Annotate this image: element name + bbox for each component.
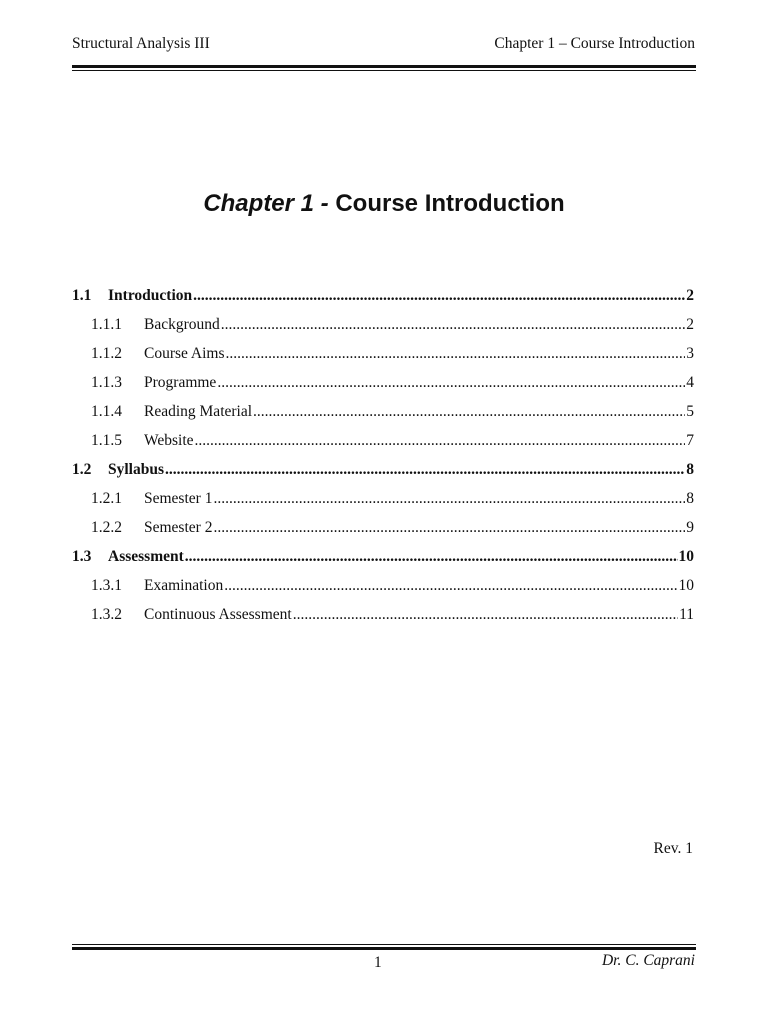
- header-rule-thick: [72, 65, 696, 68]
- toc-entry-page: 8: [686, 490, 694, 507]
- toc-entry-number: 1.3.2: [91, 606, 122, 623]
- toc-entry-title: Programme: [144, 374, 217, 391]
- toc-entry-title: Course Aims: [144, 345, 225, 362]
- toc-entry-number: 1.3: [72, 548, 92, 565]
- toc-entry-title: Examination: [144, 577, 224, 594]
- toc-entry-title: Continuous Assessment: [144, 606, 292, 623]
- toc-entry-page: 2: [686, 316, 694, 333]
- toc-entry-title: Introduction: [108, 287, 193, 304]
- toc-entry-number: 1.1.1: [91, 316, 122, 333]
- toc-entry-page: 8: [686, 461, 694, 478]
- toc-leader-dots: [193, 284, 685, 307]
- toc-entry-page: 2: [686, 287, 694, 304]
- header-chapter-name: Chapter 1 – Course Introduction: [494, 35, 695, 52]
- toc-subsection-entry: [72, 487, 694, 516]
- toc-leader-dots: [253, 400, 685, 423]
- running-header: [72, 35, 695, 55]
- toc-leader-dots: [224, 574, 677, 597]
- page-number: 1: [374, 954, 382, 971]
- toc-leader-dots: [213, 516, 685, 539]
- chapter-title-number: Chapter 1 -: [203, 190, 329, 217]
- toc-subsection-entry: [72, 313, 694, 342]
- toc-entry-page: 9: [686, 519, 694, 536]
- toc-subsection-entry: [72, 603, 694, 632]
- chapter-title: [0, 190, 768, 218]
- footer-rule-thin: [72, 944, 696, 945]
- toc-entry-number: 1.3.1: [91, 577, 122, 594]
- revision-label: Rev. 1: [653, 840, 693, 857]
- toc-entry-title: Syllabus: [108, 461, 165, 478]
- toc-entry-page: 10: [678, 577, 694, 594]
- toc-entry-page: 4: [686, 374, 694, 391]
- toc-leader-dots: [217, 371, 685, 394]
- toc-entry-title: Background: [144, 316, 220, 333]
- toc-entry-page: 11: [679, 606, 694, 623]
- toc-entry-title: Semester 2: [144, 519, 213, 536]
- toc-entry-title: Website: [144, 432, 194, 449]
- footer-rule-thick: [72, 947, 696, 950]
- toc-subsection-entry: [72, 400, 694, 429]
- toc-entry-number: 1.2: [72, 461, 92, 478]
- toc-section-entry: [72, 458, 694, 487]
- toc-leader-dots: [185, 545, 678, 568]
- toc-leader-dots: [221, 313, 685, 336]
- table-of-contents: [72, 284, 694, 632]
- toc-entry-number: 1.1: [72, 287, 92, 304]
- author-name: Dr. C. Caprani: [601, 952, 695, 969]
- toc-subsection-entry: [72, 371, 694, 400]
- toc-entry-page: 10: [678, 548, 694, 565]
- toc-entry-number: 1.1.5: [91, 432, 122, 449]
- toc-section-entry: [72, 545, 694, 574]
- toc-leader-dots: [195, 429, 686, 452]
- header-rule-thin: [72, 70, 696, 71]
- toc-entry-page: 3: [686, 345, 694, 362]
- toc-subsection-entry: [72, 342, 694, 371]
- toc-entry-number: 1.1.3: [91, 374, 122, 391]
- chapter-title-text: Course Introduction: [335, 190, 565, 217]
- toc-subsection-entry: [72, 574, 694, 603]
- toc-entry-page: 5: [686, 403, 694, 420]
- toc-section-entry: [72, 284, 694, 313]
- toc-entry-number: 1.2.2: [91, 519, 122, 536]
- toc-leader-dots: [293, 603, 678, 626]
- toc-subsection-entry: [72, 429, 694, 458]
- toc-leader-dots: [226, 342, 686, 365]
- toc-entry-number: 1.1.4: [91, 403, 122, 420]
- toc-leader-dots: [213, 487, 685, 510]
- toc-entry-number: 1.2.1: [91, 490, 122, 507]
- toc-entry-title: Assessment: [108, 548, 184, 565]
- header-course-name: Structural Analysis III: [72, 35, 210, 52]
- toc-entry-number: 1.1.2: [91, 345, 122, 362]
- toc-leader-dots: [165, 458, 685, 481]
- toc-entry-title: Semester 1: [144, 490, 213, 507]
- toc-entry-page: 7: [686, 432, 694, 449]
- toc-subsection-entry: [72, 516, 694, 545]
- toc-entry-title: Reading Material: [144, 403, 253, 420]
